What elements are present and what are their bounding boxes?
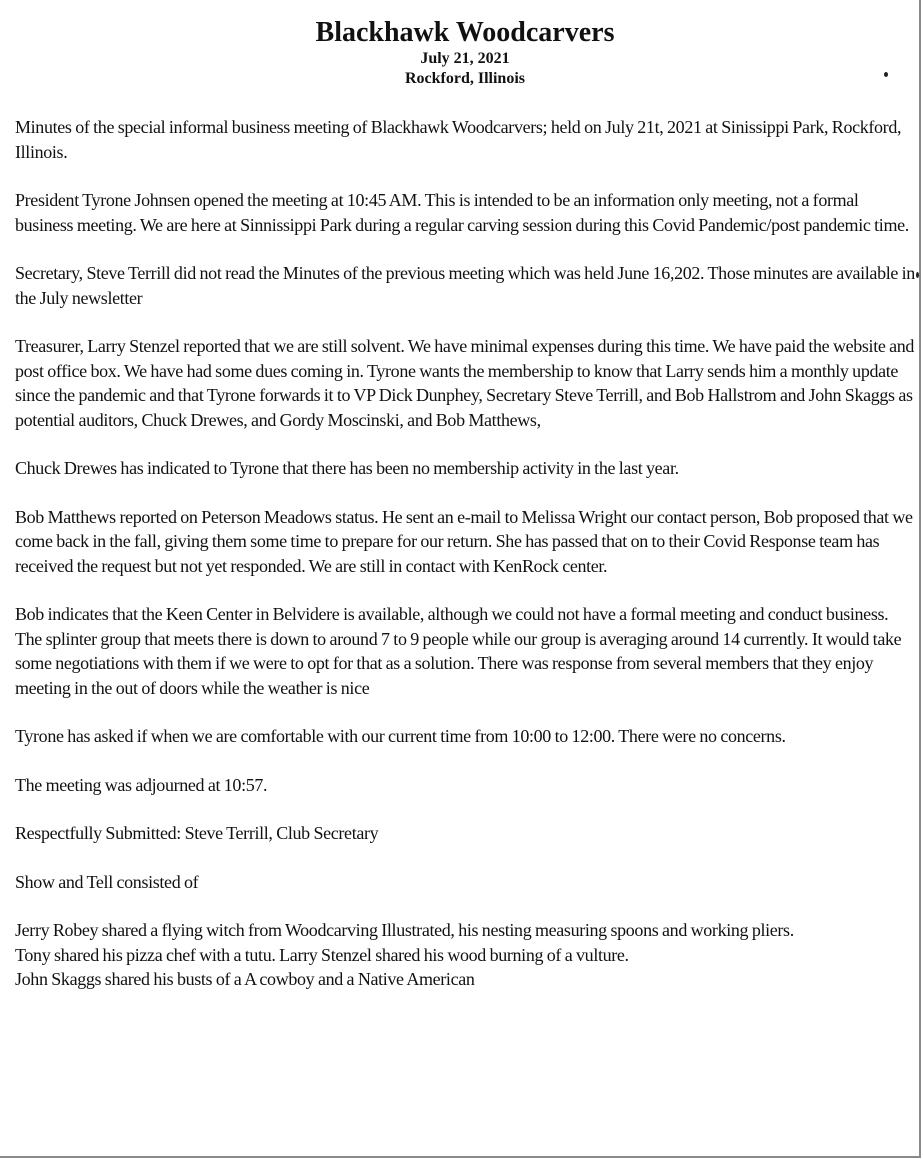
meeting-location: Rockford, Illinois	[404, 70, 525, 87]
paragraph-meeting-time: Tyrone has asked if when we are comfortable with our current time from 10:00 to 12:00. There were no concerns.	[15, 726, 786, 746]
meeting-date: July 21, 2021	[420, 50, 510, 67]
paragraph-peterson-meadows: Bob Matthews reported on Peterson Meadows status. He sent an e-mail to Melissa Wright our contact person, Bob proposed that we come back in the fall, giving them some time to prepare for our return. She has passed that on to their Covid Response team has received the request but not yet responded. We are still in contact with KenRock center.	[15, 506, 913, 576]
paragraph-keen-center: Bob indicates that the Keen Center in Belvidere is available, although we could not have a formal meeting and conduct business. The splinter group that meets there is down to around 7 to 9 people while our group is averaging around 14 currently. It would take some negotiations with them if we were to opt for that as a solution. There was response from several members that they enjoy meeting in the out of doors while the weather is nice	[15, 604, 902, 698]
show-and-tell-item: John Skaggs shared his busts of a A cowboy and a Native American	[15, 969, 475, 989]
meeting-minutes	[15, 0, 915, 992]
paragraph-membership: Chuck Drewes has indicated to Tyrone that there has been no membership activity in the last year.	[15, 458, 679, 478]
paragraph-treasurer: Treasurer, Larry Stenzel reported that we are still solvent. We have minimal expenses during this time. We have paid the website and post office box. We have had some dues coming in. Tyrone wants the membership to know that Larry sends him a monthly update since the pandemic and that Tyrone forwards it to VP Dick Dunphey, Secretary Steve Terrill, and Bob Hallstrom and John Skaggs as potential auditors, Chuck Drewes, and Gordy Moscinski, and Bob Matthews,	[15, 336, 915, 430]
paragraph-intro: Minutes of the special informal business meeting of Blackhawk Woodcarvers; held on July 21t, 2021 at Sinissippi Park, Rockford, Illinois.	[15, 117, 902, 162]
document-title: Blackhawk Woodcarvers	[315, 17, 615, 48]
scan-speck	[916, 272, 919, 278]
paragraph-show-and-tell-heading: Show and Tell consisted of	[15, 871, 199, 892]
paragraph-opening: President Tyrone Johnsen opened the meeting at 10:45 AM. This is intended to be an information only meeting, not a formal business meeting. We are here at Sinnissippi Park during a regular carving session during this Covid Pandemic/post pandemic time.	[15, 190, 909, 235]
show-and-tell-item: Tony shared his pizza chef with a tutu. Larry Stenzel shared his wood burning of a vulture.	[15, 944, 629, 965]
paragraph-adjourned: The meeting was adjourned at 10:57.	[15, 774, 268, 795]
paragraph-secretary: Secretary, Steve Terrill did not read the Minutes of the previous meeting which was held June 16,202. Those minutes are available in the July newsletter	[15, 263, 915, 308]
paragraph-submitted: Respectfully Submitted: Steve Terrill, Club Secretary	[15, 823, 379, 843]
minutes-body	[15, 115, 915, 992]
show-and-tell-item: Jerry Robey shared a flying witch from Woodcarving Illustrated, his nesting measuring spoons and working pliers.	[15, 920, 794, 940]
show-and-tell-list	[15, 918, 915, 992]
